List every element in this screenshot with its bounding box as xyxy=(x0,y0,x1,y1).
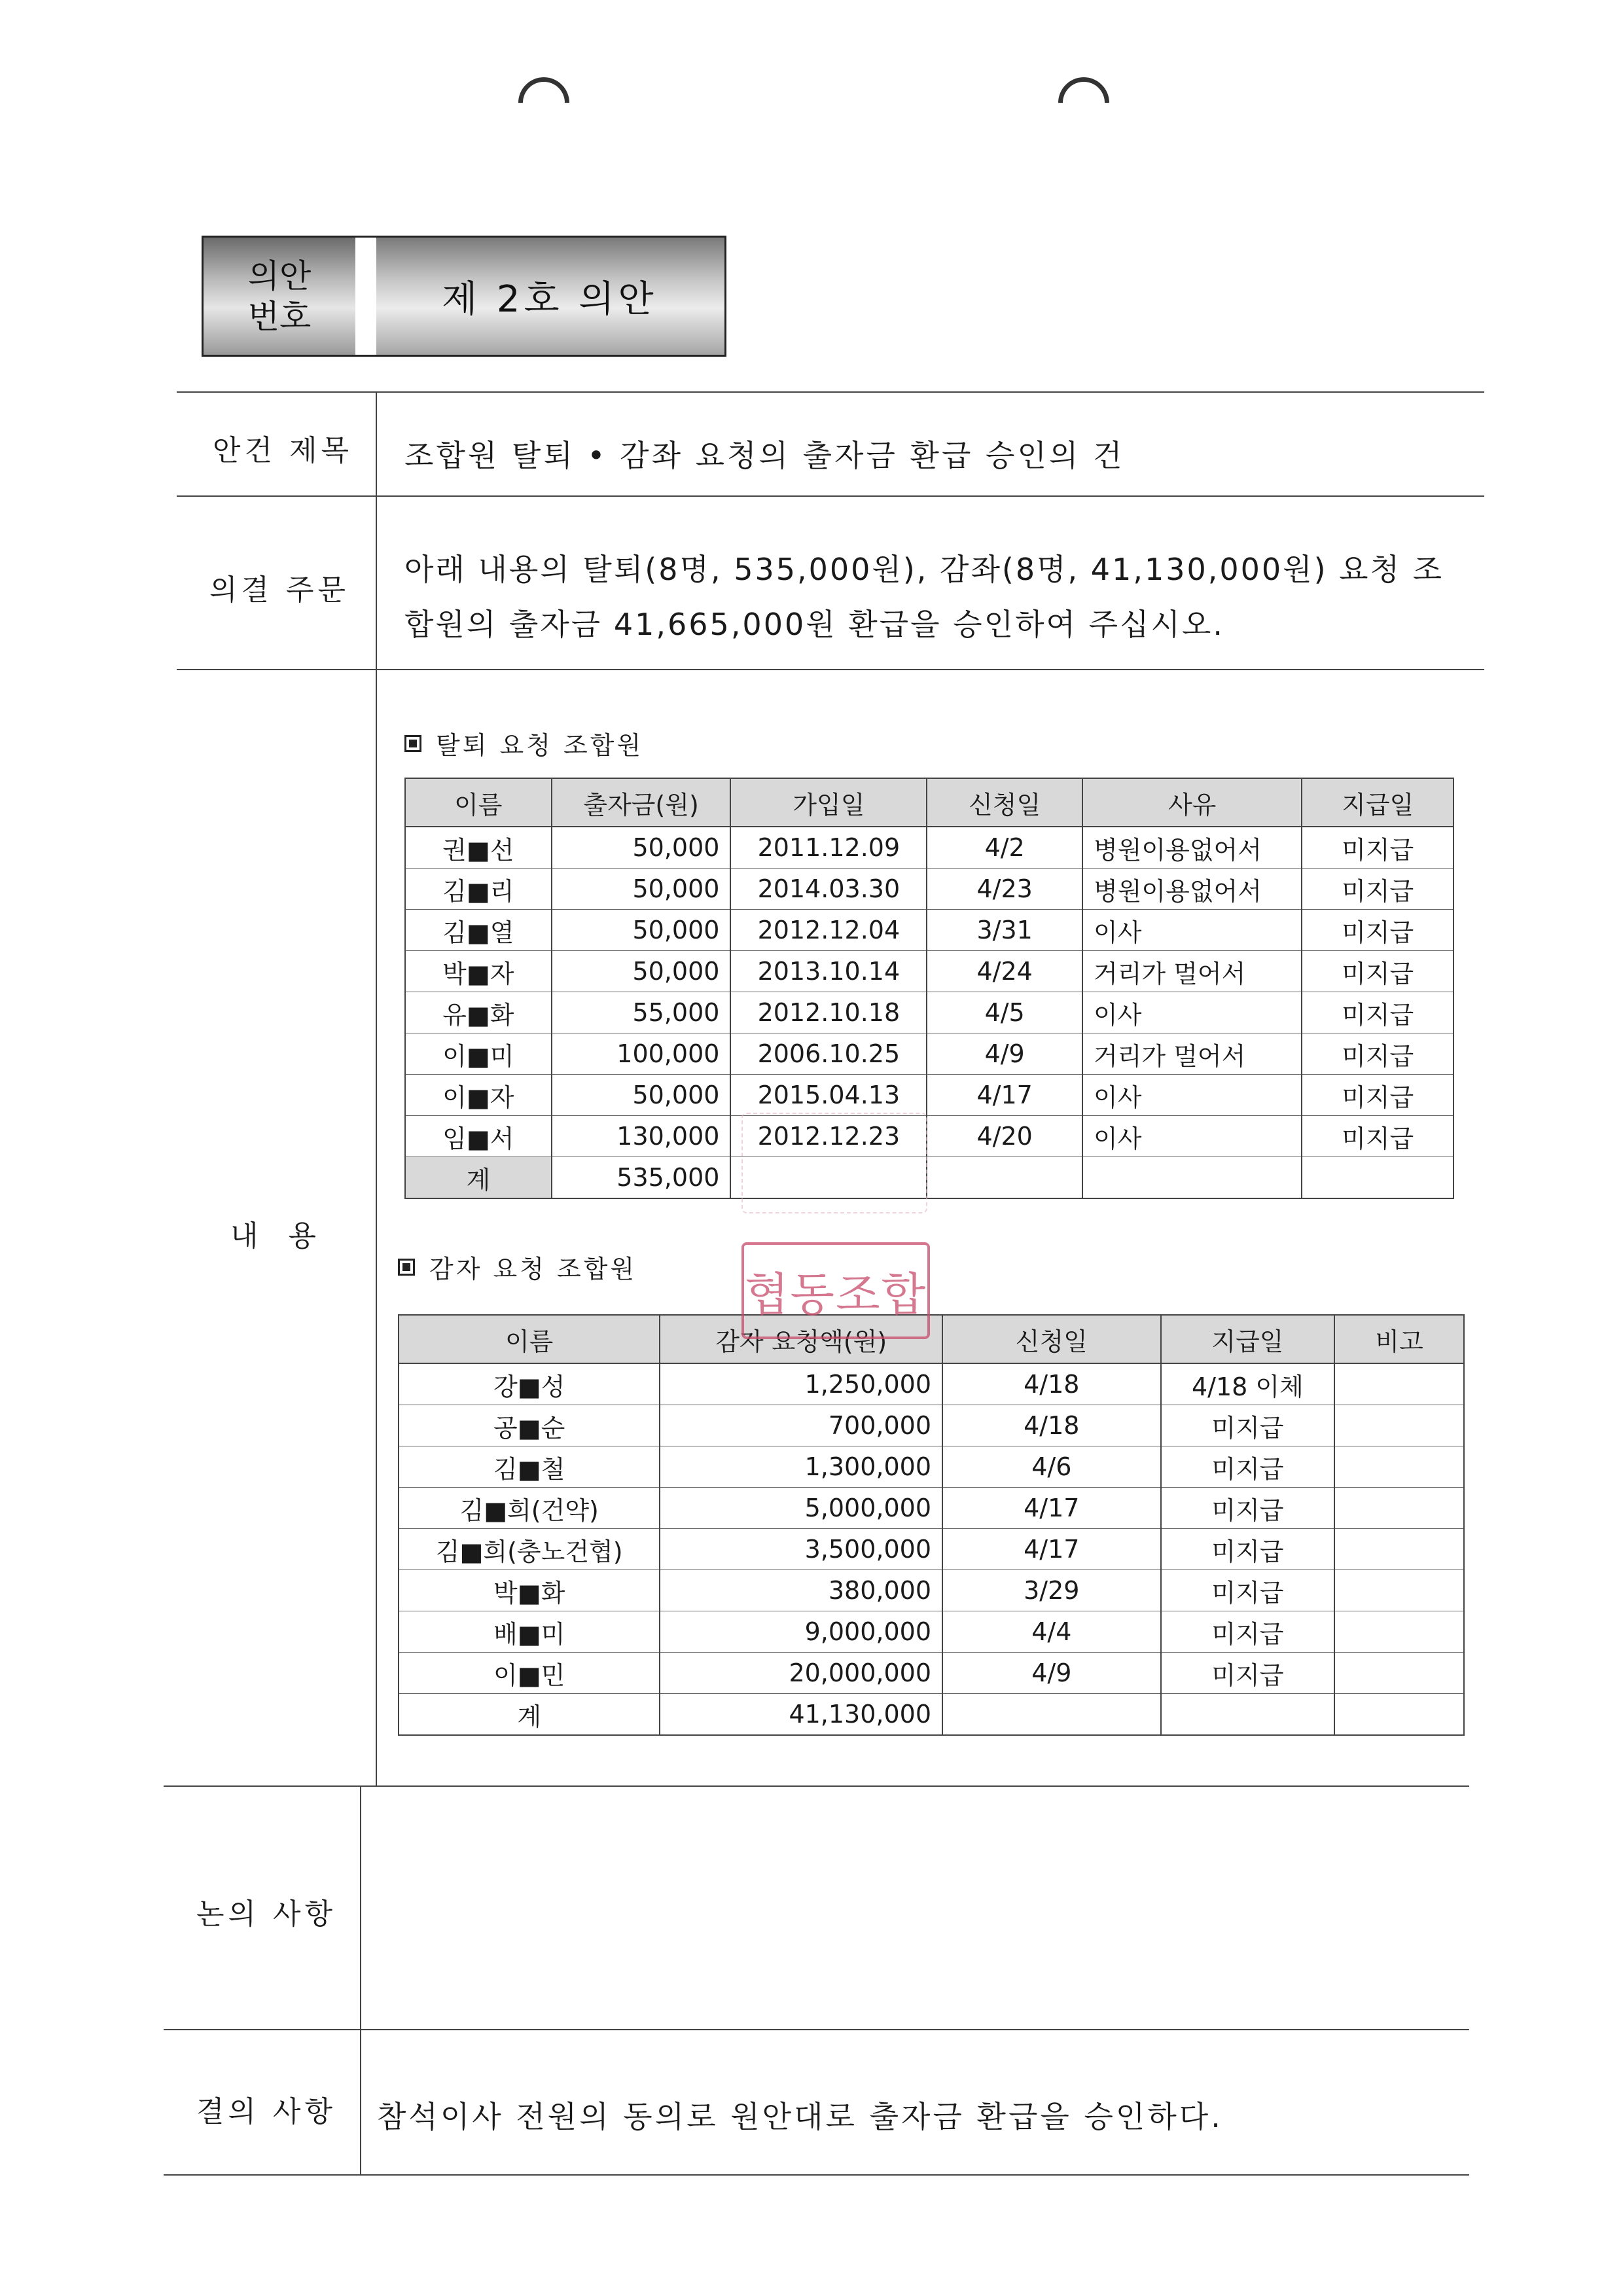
table-row xyxy=(405,1033,1454,1075)
empty-cell xyxy=(1334,1694,1464,1736)
payment-status: 미지급 xyxy=(1161,1405,1335,1446)
square-bullet-icon xyxy=(404,735,421,752)
apply-date: 4/4 xyxy=(942,1611,1161,1653)
agenda-number-box xyxy=(202,236,726,357)
note xyxy=(1334,1363,1464,1405)
apply-date: 4/18 xyxy=(942,1405,1161,1446)
payment-status: 미지급 xyxy=(1161,1446,1335,1488)
empty-cell xyxy=(1082,1157,1302,1199)
withdrawal-total-row xyxy=(405,1157,1454,1199)
cooperative-seal-stamp xyxy=(741,1242,930,1339)
header-divider xyxy=(355,238,376,355)
table-row xyxy=(405,1075,1454,1116)
table-row xyxy=(399,1611,1464,1653)
reason: 거리가 멀어서 xyxy=(1082,1033,1302,1075)
agenda-number-title: 제 2호 의안 xyxy=(376,238,724,355)
apply-date: 4/23 xyxy=(927,869,1082,910)
member-name: 김■희(건약) xyxy=(399,1488,660,1529)
table-row xyxy=(399,1653,1464,1694)
form-rule-resolution xyxy=(177,669,1484,670)
table-row xyxy=(405,827,1454,869)
join-date: 2011.12.09 xyxy=(730,827,927,869)
member-name: 유■화 xyxy=(405,992,552,1033)
reduction-col-name: 이름 xyxy=(399,1315,660,1363)
subject-label: 안건 제목 xyxy=(213,434,353,467)
member-name: 배■미 xyxy=(399,1611,660,1653)
form-column-divider-upper xyxy=(376,391,377,1785)
contribution-amount: 100,000 xyxy=(552,1033,731,1075)
resolution-line-2: 합원의 출자금 41,665,000원 환급을 승인하여 주십시오. xyxy=(404,607,1224,642)
join-date: 2012.12.04 xyxy=(730,910,927,951)
contribution-amount: 50,000 xyxy=(552,1075,731,1116)
contribution-amount: 50,000 xyxy=(552,869,731,910)
apply-date: 4/2 xyxy=(927,827,1082,869)
resolution-label: 의결 주문 xyxy=(209,573,350,607)
payment-status: 미지급 xyxy=(1161,1488,1335,1529)
empty-cell xyxy=(1302,1157,1454,1199)
apply-date: 4/17 xyxy=(942,1488,1161,1529)
form-top-rule xyxy=(177,391,1484,393)
withdrawal-col-joined: 가입일 xyxy=(730,778,927,827)
form-bottom-rule xyxy=(164,2174,1469,2176)
reason: 이사 xyxy=(1082,1075,1302,1116)
member-name: 이■미 xyxy=(405,1033,552,1075)
apply-date: 4/6 xyxy=(942,1446,1161,1488)
reduction-header-row xyxy=(399,1315,1464,1363)
apply-date: 4/5 xyxy=(927,992,1082,1033)
reduction-amount: 3,500,000 xyxy=(660,1529,942,1570)
reduction-section-title xyxy=(398,1249,637,1285)
join-date: 2015.04.13 xyxy=(730,1075,927,1116)
note xyxy=(1334,1653,1464,1694)
contribution-amount: 130,000 xyxy=(552,1116,731,1157)
payment-status: 미지급 xyxy=(1161,1611,1335,1653)
note xyxy=(1334,1570,1464,1611)
withdrawal-table xyxy=(404,778,1454,1199)
table-row xyxy=(399,1446,1464,1488)
contribution-amount: 50,000 xyxy=(552,951,731,992)
note xyxy=(1334,1529,1464,1570)
table-row xyxy=(399,1529,1464,1570)
join-date: 2014.03.30 xyxy=(730,869,927,910)
member-name: 김■리 xyxy=(405,869,552,910)
apply-date: 4/17 xyxy=(927,1075,1082,1116)
member-name: 강■성 xyxy=(399,1363,660,1405)
decision-text: 참석이사 전원의 동의로 원안대로 출자금 환급을 승인하다. xyxy=(377,2099,1223,2134)
form-column-divider-lower xyxy=(360,1785,361,2174)
agenda-number-label-line1: 의안 xyxy=(247,257,312,295)
withdrawal-section-title xyxy=(404,725,643,761)
reason: 병원이용없어서 xyxy=(1082,869,1302,910)
note xyxy=(1334,1405,1464,1446)
reduction-amount: 380,000 xyxy=(660,1570,942,1611)
member-name: 공■순 xyxy=(399,1405,660,1446)
discussion-label: 논의 사항 xyxy=(196,1897,337,1931)
member-name: 이■민 xyxy=(399,1653,660,1694)
withdrawal-col-applied: 신청일 xyxy=(927,778,1082,827)
member-name: 김■철 xyxy=(399,1446,660,1488)
note xyxy=(1334,1446,1464,1488)
table-row xyxy=(399,1363,1464,1405)
member-name: 김■열 xyxy=(405,910,552,951)
apply-date: 3/31 xyxy=(927,910,1082,951)
table-row xyxy=(405,1116,1454,1157)
subject-text: 조합원 탈퇴 • 감좌 요청의 출자금 환급 승인의 건 xyxy=(404,438,1125,473)
join-date: 2012.10.18 xyxy=(730,992,927,1033)
table-row xyxy=(405,951,1454,992)
apply-date: 3/29 xyxy=(942,1570,1161,1611)
reduction-col-note: 비고 xyxy=(1334,1315,1464,1363)
reduction-amount: 1,300,000 xyxy=(660,1446,942,1488)
withdrawal-header-row xyxy=(405,778,1454,827)
reduction-amount: 700,000 xyxy=(660,1405,942,1446)
reduction-total-row xyxy=(399,1694,1464,1736)
resolution-line-1: 아래 내용의 탈퇴(8명, 535,000원), 감좌(8명, 41,130,000원) 요청 조 xyxy=(404,552,1444,587)
apply-date: 4/24 xyxy=(927,951,1082,992)
table-row xyxy=(399,1488,1464,1529)
join-date: 2012.12.23 xyxy=(730,1116,927,1157)
payment-status: 미지급 xyxy=(1161,1570,1335,1611)
table-row xyxy=(405,992,1454,1033)
binder-hole-right xyxy=(1048,67,1120,139)
apply-date: 4/17 xyxy=(942,1529,1161,1570)
square-bullet-icon xyxy=(398,1259,415,1276)
form-rule-subject xyxy=(177,495,1484,497)
reduction-amount: 5,000,000 xyxy=(660,1488,942,1529)
withdrawal-col-amount: 출자금(원) xyxy=(552,778,731,827)
stamp-text: 협동조합 xyxy=(744,1267,927,1321)
reduction-table xyxy=(398,1314,1465,1736)
reduction-col-paid: 지급일 xyxy=(1161,1315,1335,1363)
withdrawal-col-reason: 사유 xyxy=(1082,778,1302,827)
member-name: 박■자 xyxy=(405,951,552,992)
reduction-amount: 9,000,000 xyxy=(660,1611,942,1653)
member-name: 김■희(충노건협) xyxy=(399,1529,660,1570)
total-label: 계 xyxy=(405,1157,552,1199)
apply-date: 4/18 xyxy=(942,1363,1161,1405)
payment-status: 미지급 xyxy=(1302,992,1454,1033)
reason: 병원이용없어서 xyxy=(1082,827,1302,869)
empty-cell xyxy=(927,1157,1082,1199)
content-label: 내 용 xyxy=(230,1219,320,1253)
reduction-col-applied: 신청일 xyxy=(942,1315,1161,1363)
reduction-title-text: 감자 요청 조합원 xyxy=(429,1255,637,1283)
member-name: 권■선 xyxy=(405,827,552,869)
reason: 이사 xyxy=(1082,910,1302,951)
contribution-amount: 50,000 xyxy=(552,910,731,951)
reason: 이사 xyxy=(1082,1116,1302,1157)
binder-hole-left xyxy=(508,67,580,139)
total-amount: 535,000 xyxy=(552,1157,731,1199)
table-row xyxy=(399,1405,1464,1446)
apply-date: 4/9 xyxy=(927,1033,1082,1075)
note xyxy=(1334,1611,1464,1653)
payment-status: 4/18 이체 xyxy=(1161,1363,1335,1405)
agenda-number-label-line2: 번호 xyxy=(247,297,312,336)
total-amount: 41,130,000 xyxy=(660,1694,942,1736)
table-row xyxy=(405,869,1454,910)
table-row xyxy=(399,1570,1464,1611)
reduction-amount: 20,000,000 xyxy=(660,1653,942,1694)
agenda-number-label xyxy=(204,238,355,355)
withdrawal-col-paid: 지급일 xyxy=(1302,778,1454,827)
withdrawal-col-name: 이름 xyxy=(405,778,552,827)
contribution-amount: 55,000 xyxy=(552,992,731,1033)
withdrawal-title-text: 탈퇴 요청 조합원 xyxy=(436,731,644,760)
payment-status: 미지급 xyxy=(1302,1116,1454,1157)
empty-cell xyxy=(942,1694,1161,1736)
join-date: 2013.10.14 xyxy=(730,951,927,992)
payment-status: 미지급 xyxy=(1302,951,1454,992)
payment-status: 미지급 xyxy=(1161,1529,1335,1570)
reason: 거리가 멀어서 xyxy=(1082,951,1302,992)
contribution-amount: 50,000 xyxy=(552,827,731,869)
payment-status: 미지급 xyxy=(1302,910,1454,951)
apply-date: 4/20 xyxy=(927,1116,1082,1157)
payment-status: 미지급 xyxy=(1161,1653,1335,1694)
payment-status: 미지급 xyxy=(1302,869,1454,910)
member-name: 이■자 xyxy=(405,1075,552,1116)
member-name: 박■화 xyxy=(399,1570,660,1611)
apply-date: 4/9 xyxy=(942,1653,1161,1694)
payment-status: 미지급 xyxy=(1302,1075,1454,1116)
table-row xyxy=(405,910,1454,951)
decision-label: 결의 사항 xyxy=(196,2095,337,2128)
reason: 이사 xyxy=(1082,992,1302,1033)
stamp-ghost-impression xyxy=(741,1113,927,1213)
empty-cell xyxy=(1161,1694,1335,1736)
payment-status: 미지급 xyxy=(1302,1033,1454,1075)
payment-status: 미지급 xyxy=(1302,827,1454,869)
reduction-col-amount: 감자 요청액(원) xyxy=(660,1315,942,1363)
join-date: 2006.10.25 xyxy=(730,1033,927,1075)
note xyxy=(1334,1488,1464,1529)
reduction-amount: 1,250,000 xyxy=(660,1363,942,1405)
total-label: 계 xyxy=(399,1694,660,1736)
member-name: 임■서 xyxy=(405,1116,552,1157)
